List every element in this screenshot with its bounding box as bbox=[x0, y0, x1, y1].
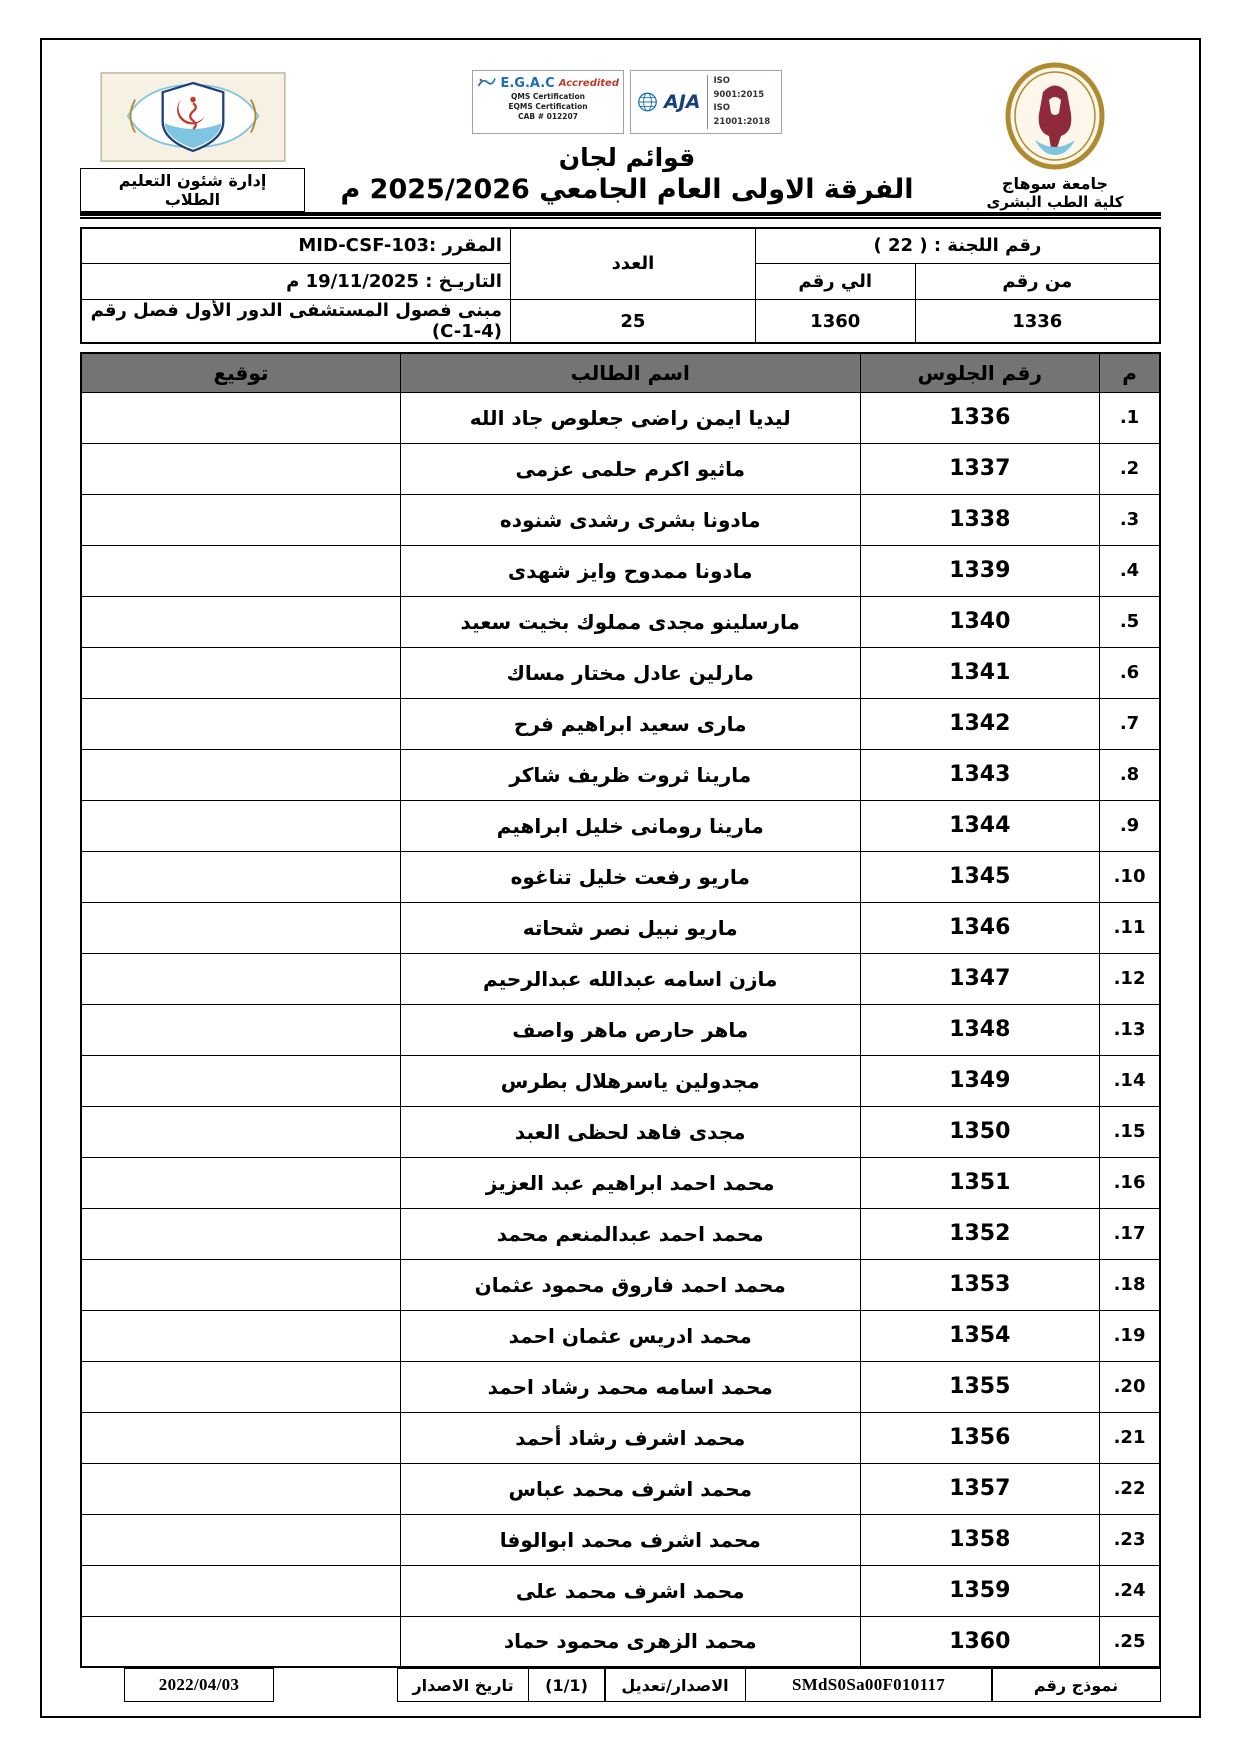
signature-cell bbox=[81, 596, 400, 647]
certification-badges bbox=[472, 70, 782, 134]
student-name: ماهر حارص ماهر واصف bbox=[400, 1004, 860, 1055]
row-index: .5 bbox=[1100, 596, 1160, 647]
issue-date-label: تاريخ الاصدار bbox=[397, 1668, 529, 1702]
revision-value: (1/1) bbox=[528, 1668, 606, 1702]
signature-cell bbox=[81, 800, 400, 851]
row-index: .11 bbox=[1100, 902, 1160, 953]
seat-number: 1353 bbox=[860, 1259, 1100, 1310]
from-number-label: من رقم bbox=[915, 264, 1160, 300]
exam-location: مبنى فصول المستشفى الدور الأول فصل رقم (C-1-4) bbox=[81, 300, 510, 344]
students-table-header-row bbox=[81, 353, 1160, 392]
row-index: .16 bbox=[1100, 1157, 1160, 1208]
row-index: .7 bbox=[1100, 698, 1160, 749]
faculty-of-medicine-logo-icon bbox=[92, 72, 294, 162]
table-row bbox=[81, 749, 1160, 800]
university-block bbox=[949, 48, 1161, 212]
table-row bbox=[81, 545, 1160, 596]
count-value: 25 bbox=[510, 300, 755, 344]
form-number-value: SMdS0Sa00F010117 bbox=[745, 1668, 993, 1702]
table-row bbox=[81, 1157, 1160, 1208]
table-row bbox=[81, 596, 1160, 647]
seat-number: 1341 bbox=[860, 647, 1100, 698]
signature-cell bbox=[81, 647, 400, 698]
table-row bbox=[81, 1055, 1160, 1106]
seat-number: 1343 bbox=[860, 749, 1100, 800]
egac-certification-badge bbox=[472, 70, 624, 134]
row-index: .20 bbox=[1100, 1361, 1160, 1412]
signature-cell bbox=[81, 1310, 400, 1361]
seat-number: 1360 bbox=[860, 1616, 1100, 1667]
signature-cell bbox=[81, 1565, 400, 1616]
row-index: .18 bbox=[1100, 1259, 1160, 1310]
signature-cell bbox=[81, 1055, 400, 1106]
signature-cell bbox=[81, 851, 400, 902]
seat-number: 1359 bbox=[860, 1565, 1100, 1616]
student-name: مجدولين ياسرهلال بطرس bbox=[400, 1055, 860, 1106]
aja-title: AJA bbox=[664, 91, 701, 114]
table-row bbox=[81, 443, 1160, 494]
row-index: .9 bbox=[1100, 800, 1160, 851]
seat-number: 1354 bbox=[860, 1310, 1100, 1361]
student-rows bbox=[81, 392, 1160, 1667]
signature-cell bbox=[81, 1004, 400, 1055]
seat-number: 1344 bbox=[860, 800, 1100, 851]
student-name: مارلين عادل مختار مساك bbox=[400, 647, 860, 698]
egac-cert-line-1: QMS Certification bbox=[510, 92, 585, 101]
aja-globe-icon bbox=[637, 89, 658, 115]
table-row bbox=[81, 1208, 1160, 1259]
seat-number: 1342 bbox=[860, 698, 1100, 749]
row-index: .10 bbox=[1100, 851, 1160, 902]
document-title: قوائم لجان bbox=[558, 143, 696, 173]
signature-cell bbox=[81, 1361, 400, 1412]
table-row bbox=[81, 1310, 1160, 1361]
student-name: مجدى فاهد لحظى العبد bbox=[400, 1106, 860, 1157]
header-divider bbox=[80, 212, 1161, 219]
row-index: .24 bbox=[1100, 1565, 1160, 1616]
student-name: محمد اشرف محمد عباس bbox=[400, 1463, 860, 1514]
seat-number: 1340 bbox=[860, 596, 1100, 647]
student-name: مادونا ممدوح وايز شهدى bbox=[400, 545, 860, 596]
form-number-label: نموذج رقم bbox=[991, 1668, 1161, 1702]
seat-number: 1349 bbox=[860, 1055, 1100, 1106]
row-index: .3 bbox=[1100, 494, 1160, 545]
col-header-index: م bbox=[1100, 353, 1160, 392]
egac-cert-line-2: EQMS Certification bbox=[508, 101, 588, 111]
seat-number: 1352 bbox=[860, 1208, 1100, 1259]
row-index: .23 bbox=[1100, 1514, 1160, 1565]
footer-gap bbox=[274, 1668, 397, 1702]
student-name: مارسلينو مجدى مملوك بخيت سعيد bbox=[400, 596, 860, 647]
row-index: .6 bbox=[1100, 647, 1160, 698]
seat-number: 1337 bbox=[860, 443, 1100, 494]
row-index: .2 bbox=[1100, 443, 1160, 494]
table-row bbox=[81, 698, 1160, 749]
col-header-signature: توقيع bbox=[81, 353, 400, 392]
student-name: مادونا بشرى رشدى شنوده bbox=[400, 494, 860, 545]
row-index: .12 bbox=[1100, 953, 1160, 1004]
seat-number: 1336 bbox=[860, 392, 1100, 443]
seat-number: 1351 bbox=[860, 1157, 1100, 1208]
seat-number: 1348 bbox=[860, 1004, 1100, 1055]
egac-logo-icon bbox=[477, 74, 496, 92]
sohag-university-logo-icon bbox=[1004, 62, 1106, 170]
students-table bbox=[80, 352, 1161, 1668]
signature-cell bbox=[81, 1157, 400, 1208]
faculty-admin-block bbox=[80, 48, 305, 212]
row-index: .8 bbox=[1100, 749, 1160, 800]
count-label: العدد bbox=[510, 228, 755, 300]
aja-certification-badge bbox=[630, 70, 782, 134]
seat-number: 1347 bbox=[860, 953, 1100, 1004]
student-name: مارينا ثروت ظريف شاكر bbox=[400, 749, 860, 800]
table-row bbox=[81, 1565, 1160, 1616]
student-name: محمد احمد ابراهيم عبد العزيز bbox=[400, 1157, 860, 1208]
col-header-student-name: اسم الطالب bbox=[400, 353, 860, 392]
student-name: محمد اشرف محمد على bbox=[400, 1565, 860, 1616]
document-frame bbox=[40, 38, 1201, 1718]
form-footer bbox=[80, 1668, 1161, 1702]
table-row bbox=[81, 1463, 1160, 1514]
signature-cell bbox=[81, 392, 400, 443]
signature-cell bbox=[81, 1259, 400, 1310]
student-name: مازن اسامه عبدالله عبدالرحيم bbox=[400, 953, 860, 1004]
row-index: .15 bbox=[1100, 1106, 1160, 1157]
seat-number: 1358 bbox=[860, 1514, 1100, 1565]
row-index: .13 bbox=[1100, 1004, 1160, 1055]
student-name: محمد اسامه محمد رشاد احمد bbox=[400, 1361, 860, 1412]
signature-cell bbox=[81, 1106, 400, 1157]
course-code: المقرر :MID-CSF-103 bbox=[81, 228, 510, 264]
student-name: محمد احمد عبدالمنعم محمد bbox=[400, 1208, 860, 1259]
table-row bbox=[81, 1616, 1160, 1667]
table-row bbox=[81, 1361, 1160, 1412]
student-name: محمد احمد فاروق محمود عثمان bbox=[400, 1259, 860, 1310]
admin-caption: إدارة شئون التعليم الطلاب bbox=[80, 168, 305, 212]
signature-cell bbox=[81, 1208, 400, 1259]
student-name: ليديا ايمن راضى جعلوص جاد الله bbox=[400, 392, 860, 443]
student-name: ماريو رفعت خليل تناغوه bbox=[400, 851, 860, 902]
row-index: .17 bbox=[1100, 1208, 1160, 1259]
seat-number: 1346 bbox=[860, 902, 1100, 953]
table-row bbox=[81, 800, 1160, 851]
to-number-label: الي رقم bbox=[755, 264, 915, 300]
row-index: .22 bbox=[1100, 1463, 1160, 1514]
signature-cell bbox=[81, 1616, 400, 1667]
egac-title: E.G.A.C bbox=[500, 75, 555, 91]
from-number-value: 1336 bbox=[915, 300, 1160, 344]
table-row bbox=[81, 392, 1160, 443]
signature-cell bbox=[81, 1412, 400, 1463]
student-name: محمد الزهرى محمود حماد bbox=[400, 1616, 860, 1667]
faculty-name: كلية الطب البشرى bbox=[986, 193, 1124, 211]
row-index: .14 bbox=[1100, 1055, 1160, 1106]
issue-date-value: 2022/04/03 bbox=[124, 1668, 274, 1702]
seat-number: 1338 bbox=[860, 494, 1100, 545]
table-row bbox=[81, 1412, 1160, 1463]
table-row bbox=[81, 647, 1160, 698]
revision-label: الاصدار/تعديل bbox=[604, 1668, 746, 1702]
document-header bbox=[80, 48, 1161, 212]
signature-cell bbox=[81, 443, 400, 494]
table-row bbox=[81, 1004, 1160, 1055]
egac-accredited-label: Accredited bbox=[558, 77, 619, 89]
exam-date: التاريـخ : 19/11/2025 م bbox=[81, 264, 510, 300]
signature-cell bbox=[81, 494, 400, 545]
seat-number: 1339 bbox=[860, 545, 1100, 596]
student-name: ماثيو اكرم حلمى عزمى bbox=[400, 443, 860, 494]
signature-cell bbox=[81, 1463, 400, 1514]
table-row bbox=[81, 953, 1160, 1004]
table-row bbox=[81, 1106, 1160, 1157]
table-row bbox=[81, 494, 1160, 545]
seat-number: 1356 bbox=[860, 1412, 1100, 1463]
row-index: .21 bbox=[1100, 1412, 1160, 1463]
signature-cell bbox=[81, 545, 400, 596]
col-header-seat-number: رقم الجلوس bbox=[860, 353, 1100, 392]
signature-cell bbox=[81, 953, 400, 1004]
university-name: جامعة سوهاج bbox=[1001, 174, 1109, 193]
student-name: مارى سعيد ابراهيم فرح bbox=[400, 698, 860, 749]
egac-cert-line-3: CAB # 012207 bbox=[518, 111, 578, 121]
row-index: .1 bbox=[1100, 392, 1160, 443]
table-row bbox=[81, 1514, 1160, 1565]
aja-iso-line-2: ISO 21001:2018 bbox=[713, 103, 771, 127]
table-row bbox=[81, 1259, 1160, 1310]
student-name: محمد ادريس عثمان احمد bbox=[400, 1310, 860, 1361]
student-name: مارينا رومانى خليل ابراهيم bbox=[400, 800, 860, 851]
committee-number: رقم اللجنة : ( 22 ) bbox=[755, 228, 1160, 264]
seat-number: 1350 bbox=[860, 1106, 1100, 1157]
signature-cell bbox=[81, 698, 400, 749]
aja-iso-line-1: ISO 9001:2015 bbox=[713, 76, 765, 100]
exam-info-table bbox=[80, 227, 1161, 345]
seat-number: 1345 bbox=[860, 851, 1100, 902]
table-row bbox=[81, 851, 1160, 902]
student-name: ماريو نبيل نصر شحاته bbox=[400, 902, 860, 953]
signature-cell bbox=[81, 749, 400, 800]
header-center bbox=[305, 48, 949, 212]
row-index: .4 bbox=[1100, 545, 1160, 596]
document-subtitle: الفرقة الاولى العام الجامعي 2025/2026 م bbox=[340, 174, 914, 206]
table-row bbox=[81, 902, 1160, 953]
seat-number: 1355 bbox=[860, 1361, 1100, 1412]
signature-cell bbox=[81, 1514, 400, 1565]
row-index: .25 bbox=[1100, 1616, 1160, 1667]
to-number-value: 1360 bbox=[755, 300, 915, 344]
student-name: محمد اشرف رشاد أحمد bbox=[400, 1412, 860, 1463]
seat-number: 1357 bbox=[860, 1463, 1100, 1514]
student-name: محمد اشرف محمد ابوالوفا bbox=[400, 1514, 860, 1565]
row-index: .19 bbox=[1100, 1310, 1160, 1361]
signature-cell bbox=[81, 902, 400, 953]
